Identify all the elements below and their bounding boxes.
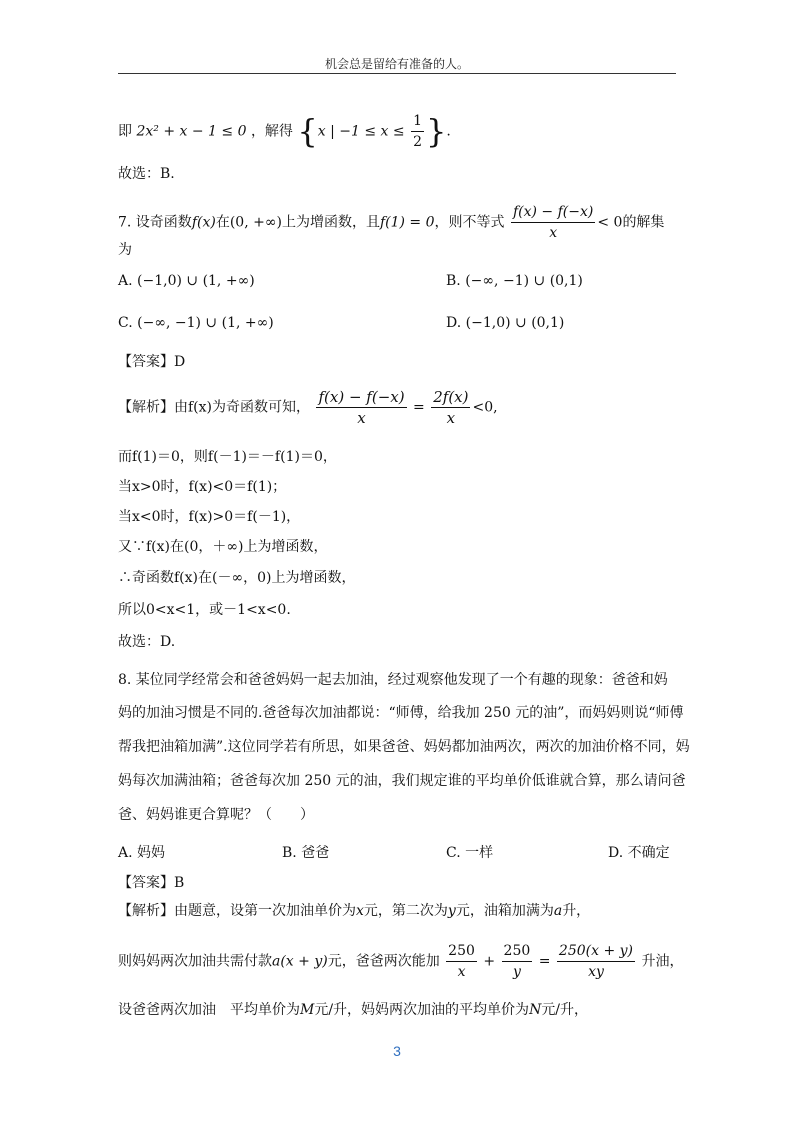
q8-a1-text-c: 元，油箱加满为 <box>455 903 554 919</box>
q8-var-x: x <box>356 903 364 919</box>
q7-condition: f(1) = 0 <box>379 214 435 231</box>
q7-analysis-step: 当x>0时，f(x)<0＝f(1)； <box>118 479 287 495</box>
q8-frac-sum <box>557 942 635 981</box>
q7-interval: (0, +∞) <box>229 214 282 231</box>
set-frac-num: 1 <box>411 112 424 132</box>
q8-a2-text-c: 升油， <box>641 953 684 970</box>
q8-analysis-line2 <box>118 942 683 981</box>
q7-stem-e: 的解集 <box>622 214 665 231</box>
q8-stem-line: 妈每次加满油箱；爸爸每次加 250 元的油，我们规定谁的平均单价低谁就合算，那么请问爸 <box>118 773 686 789</box>
q8-answer: 【答案】B <box>118 875 185 891</box>
q8-a3-text-b: 元/升，妈妈两次加油的平均单价为 <box>314 1002 530 1018</box>
q7-option-c-text: (−∞, −1) ∪ (1, +∞) <box>137 315 274 331</box>
prev-lead: 即 <box>118 123 132 140</box>
q7-frac2 <box>431 388 470 427</box>
q8-a1-text-a: 由题意，设第一次加油单价为 <box>174 903 356 919</box>
q8-frac-sum-num: 250(x + y) <box>557 942 635 962</box>
q7-stem-d: ，则不等式 <box>434 214 505 231</box>
q8-stem-line: 爸、妈妈谁更合算呢？（ ） <box>118 807 314 823</box>
set-var: x <box>317 123 326 140</box>
q8-var-y: y <box>447 903 456 919</box>
q8-option-a-text: 妈妈 <box>137 845 166 861</box>
q8-a3-text-a: 设爸爸两次加油 平均单价为 <box>118 1002 300 1018</box>
page-number: 3 <box>393 1043 401 1059</box>
q7-analysis-step: 而f(1)＝0，则f(－1)＝－f(1)＝0， <box>118 449 337 465</box>
left-brace: { <box>297 112 318 151</box>
q7-frac1-den: x <box>357 409 366 427</box>
prev-choice: 故选：B. <box>118 166 175 182</box>
q7-stem-line2: 为 <box>118 242 132 258</box>
q8-option-c[interactable] <box>446 842 493 862</box>
q7-stem-a: 7. 设奇函数 <box>118 214 192 231</box>
q7-equals: = <box>413 399 425 416</box>
prev-end: . <box>446 123 451 140</box>
set-bar: | <box>325 123 340 140</box>
q7-analysis-rhs: <0, <box>472 399 498 416</box>
q7-analysis-line1 <box>118 388 498 427</box>
q7-frac1-num: f(x) − f(−x) <box>318 388 405 406</box>
q7-analysis-tag: 【解析】 <box>118 399 174 416</box>
q8-a2-text-a: 则妈妈两次加油共需付款 <box>118 953 272 970</box>
q8-frac-250x-num: 250 <box>446 942 477 962</box>
q8-frac-sum-den: xy <box>588 964 604 980</box>
prev-solution-line <box>118 112 451 151</box>
q8-option-c-text: 一样 <box>465 845 494 861</box>
q8-a1-text-b: 元，第二次为 <box>363 903 448 919</box>
q8-option-b-label: B. <box>282 845 297 861</box>
q7-analysis-step: ∴奇函数f(x)在(－∞，0)上为增函数， <box>118 570 356 586</box>
q7-option-a-text: (−1,0) ∪ (1, +∞) <box>137 273 255 289</box>
q7-ineq-den: x <box>549 225 558 241</box>
q7-option-b[interactable] <box>446 273 583 289</box>
q7-option-c-label: C. <box>118 315 133 331</box>
q8-stem-line: 8. 某位同学经常会和爸爸妈妈一起去加油，经过观察他发现了一个有趣的现象：爸爸和妈 <box>118 672 668 688</box>
prev-mid: ，解得 <box>250 123 293 140</box>
q8-stem-line: 妈的加油习惯是不同的.爸爸每次加油都说：“师傅，给我加 250 元的油”，而妈妈则说“师傅 <box>118 705 684 721</box>
set-frac-den: 2 <box>413 134 423 150</box>
q8-frac-250y-num: 250 <box>502 942 533 962</box>
q8-option-b[interactable] <box>282 842 329 862</box>
q7-option-d-label: D. <box>446 315 462 331</box>
q8-equals: = <box>538 953 551 970</box>
q7-analysis-step: 所以0<x<1，或－1<x<0. <box>118 602 291 618</box>
q7-stem-c: 上为增函数，且 <box>281 214 380 231</box>
q8-analysis-tag: 【解析】 <box>118 903 174 919</box>
q8-option-d-text: 不确定 <box>627 845 670 861</box>
q8-plus: + <box>483 953 496 970</box>
q8-frac-250x-den: x <box>457 964 466 980</box>
q7-answer: 【答案】D <box>118 354 186 370</box>
q8-analysis-line1 <box>118 901 590 921</box>
header-rule <box>118 73 676 74</box>
q7-analysis-step: 当x<0时，f(x)>0＝f(－1)， <box>118 509 301 525</box>
q8-var-m: M <box>300 1002 315 1018</box>
q7-ineq-rhs: < 0 <box>597 214 623 231</box>
q8-option-a-label: A. <box>118 845 133 861</box>
q7-option-d[interactable] <box>446 315 564 331</box>
q7-option-c[interactable] <box>118 315 274 331</box>
q7-option-a-label: A. <box>118 273 133 289</box>
q8-frac-250x <box>446 942 477 981</box>
q8-a1-text-d: 升， <box>562 903 591 919</box>
q7-option-a[interactable] <box>118 273 255 289</box>
q7-fx: f(x) <box>191 214 216 231</box>
q8-payment-expr: a(x + y) <box>272 953 328 970</box>
right-brace: } <box>426 112 447 151</box>
q8-option-c-label: C. <box>446 845 461 861</box>
q8-option-a[interactable] <box>118 842 165 862</box>
q7-option-b-label: B. <box>446 273 461 289</box>
q7-analysis-text: 由f(x)为奇函数可知， <box>174 399 311 416</box>
q8-option-d[interactable] <box>608 842 670 862</box>
set-fraction <box>411 112 424 151</box>
q8-stem-line: 帮我把油箱加满”.这位同学若有所思，如果爸爸、妈妈都加油两次，两次的加油价格不同，妈 <box>118 739 690 755</box>
q8-var-a: a <box>553 903 563 919</box>
q7-frac2-den: x <box>446 409 456 427</box>
q8-analysis-line3 <box>118 1000 588 1020</box>
q8-a2-text-b: 元，爸爸两次能加 <box>327 953 440 970</box>
q7-frac2-num: 2f(x) <box>433 388 469 406</box>
q8-frac-250y-den: y <box>512 964 521 980</box>
page-header: 机会总是留给有准备的人。 <box>324 57 469 71</box>
q8-var-n: N <box>529 1002 542 1018</box>
q7-inequality-fraction <box>511 203 595 242</box>
q7-analysis-step: 又∵f(x)在(0，＋∞)上为增函数， <box>118 539 328 555</box>
q7-stem-b: 在 <box>215 214 230 231</box>
q7-option-d-text: (−1,0) ∪ (0,1) <box>465 315 565 331</box>
q8-frac-250y <box>502 942 533 981</box>
q7-stem-line1 <box>118 203 664 242</box>
q8-option-b-text: 爸爸 <box>301 845 330 861</box>
q8-a3-text-c: 元/升， <box>541 1002 589 1018</box>
prev-inequality: 2x² + x − 1 ≤ 0 <box>136 123 247 140</box>
q8-option-d-label: D. <box>608 845 624 861</box>
q7-ineq-num: f(x) − f(−x) <box>511 203 595 223</box>
set-condition: −1 ≤ x ≤ <box>339 123 405 140</box>
q7-choice: 故选：D. <box>118 634 176 650</box>
q7-option-b-text: (−∞, −1) ∪ (0,1) <box>465 273 583 289</box>
q7-frac1 <box>316 388 406 427</box>
